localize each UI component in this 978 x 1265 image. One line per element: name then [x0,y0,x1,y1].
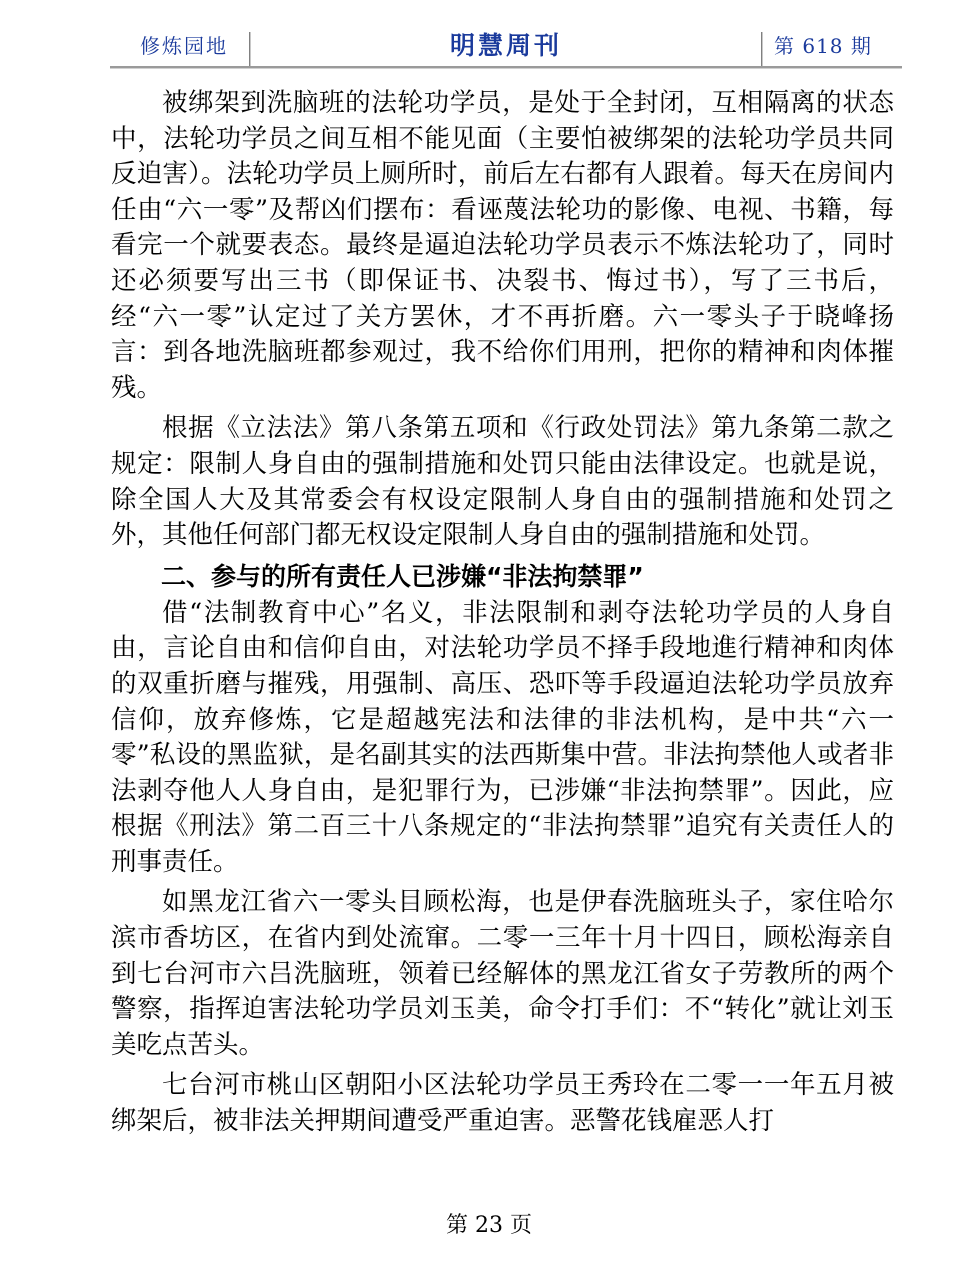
paragraph: 根据《立法法》第八条第五项和《行政处罚法》第九条第二款之规定：限制人身自由的强制措施和处罚只能由法律设定。也就是说，除全国人大及其常委会有权设定限制人身自由的强制措施和处罚之外，其他任何部门都无权设定限制人身自由的强制措施和处罚。 [111,413,894,551]
paragraph: 七台河市桃山区朝阳小区法轮功学员王秀玲在二零一一年五月被绑架后，被非法关押期间遭受严重迫害。恶警花钱雇恶人打 [111,1070,894,1137]
paragraph: 借“法制教育中心”名义，非法限制和剥夺法轮功学员的人身自由，言论自由和信仰自由，对法轮功学员不择手段地進行精神和肉体的双重折磨与摧残，用强制、高压、恐吓等手段逼迫法轮功学员放弃信仰，放弃修炼，它是超越宪法和法律的非法机构，是中共“六一零”私设的黑监狱，是名副其实的法西斯集中营。非法拘禁他人或者非法剥夺他人人身自由，是犯罪行为，已涉嫌“非法拘禁罪”。因此，应根据《刑法》第二百三十八条规定的“非法拘禁罪”追究有关责任人的刑事责任。 [111,597,894,877]
page-number: 第 23 页 [446,1213,532,1238]
header-rule [110,66,902,69]
article-body [111,86,894,1145]
section-label: 修炼园地 [140,34,228,58]
issue-number: 第 618 期 [774,34,872,58]
paragraph: 如黑龙江省六一零头目顾松海，也是伊春洗脑班头子，家住哈尔滨市香坊区，在省内到处流窜。二零一三年十月十四日，顾松海亲自到七台河市六吕洗脑班，领着已经解体的黑龙江省女子劳教所的两个警察，指挥迫害法轮功学员刘玉美，命令打手们：不“转化”就让刘玉美吃点苦头。 [111,887,894,1060]
paragraph: 被绑架到洗脑班的法轮功学员，是处于全封闭，互相隔离的状态中，法轮功学员之间互相不能见面（主要怕被绑架的法轮功学员共同反迫害）。法轮功学员上厕所时，前后左右都有人跟着。每天在房间内任由“六一零”及帮凶们摆布：看诬蔑法轮功的影像、电视、书籍，每看完一个就要表态。最终是逼迫法轮功学员表示不炼法轮功了，同时还必须要写出三书（即保证书、决裂书、悔过书），写了三书后，经“六一零”认定过了关方罢休，才不再折磨。六一零头子于晓峰扬言：到各地洗脑班都参观过，我不给你们用刑，把你的精神和肉体摧残。 [111,88,894,403]
header-divider-right [761,32,762,66]
section-heading: 二、参与的所有责任人已涉嫌“非法拘禁罪” [161,561,644,591]
publication-title: 明慧周刊 [449,31,562,60]
page-header [110,28,902,68]
